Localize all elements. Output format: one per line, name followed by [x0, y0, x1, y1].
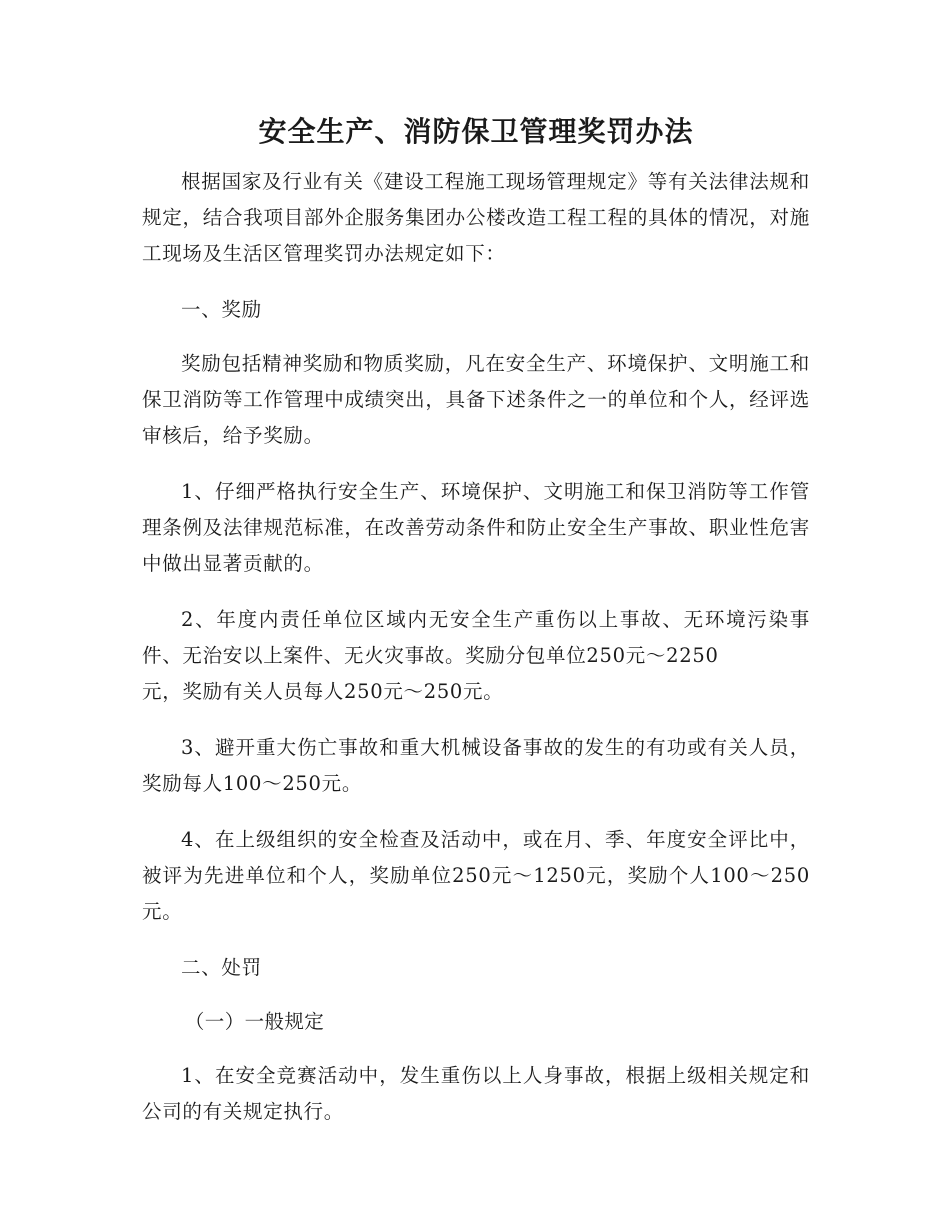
- penalties-general-rules-heading: （一）一般规定: [184, 1010, 325, 1033]
- rewards-intro-paragraph: 奖励包括精神奖励和物质奖励，凡在安全生产、环境保护、文明施工和保卫消防等工作管理中成绩突出，具备下述条件之一的单位和个人，经评选审核后，给予奖励。: [142, 352, 810, 447]
- section-heading-rewards: 一、奖励: [181, 298, 262, 321]
- document-page: [142, 110, 810, 1150]
- reward-item-4: 4、在上级组织的安全检查及活动中，或在月、季、年度安全评比中，被评为先进单位和个人，奖励单位250元～1250元，奖励个人100～250元。: [142, 828, 810, 923]
- reward-item-2: [142, 602, 810, 710]
- reward-item-3: 3、避开重大伤亡事故和重大机械设备事故的发生的有功或有关人员，奖励每人100～250元。: [142, 736, 810, 795]
- section-heading-penalties: 二、处罚: [181, 956, 262, 979]
- document-title: 安全生产、消防保卫管理奖罚办法: [258, 115, 694, 148]
- reward-item-2-line-1: 2、年度内责任单位区域内无安全生产重伤以上事故、无环境污染事件、无治安以上案件、无火灾事故。奖励分包单位250元～2250: [142, 608, 810, 667]
- reward-item-1: 1、仔细严格执行安全生产、环境保护、文明施工和保卫消防等工作管理条例及法律规范标准，在改善劳动条件和防止安全生产事故、职业性危害中做出显著贡献的。: [142, 480, 810, 575]
- penalty-item-1: 1、在安全竞赛活动中，发生重伤以上人身事故，根据上级相关规定和公司的有关规定执行。: [142, 1064, 810, 1123]
- reward-item-2-line-2: 元，奖励有关人员每人250元～250元。: [142, 680, 504, 703]
- intro-paragraph: 根据国家及行业有关《建设工程施工现场管理规定》等有关法律法规和规定，结合我项目部外企服务集团办公楼改造工程工程的具体的情况，对施工现场及生活区管理奖罚办法规定如下：: [142, 170, 810, 265]
